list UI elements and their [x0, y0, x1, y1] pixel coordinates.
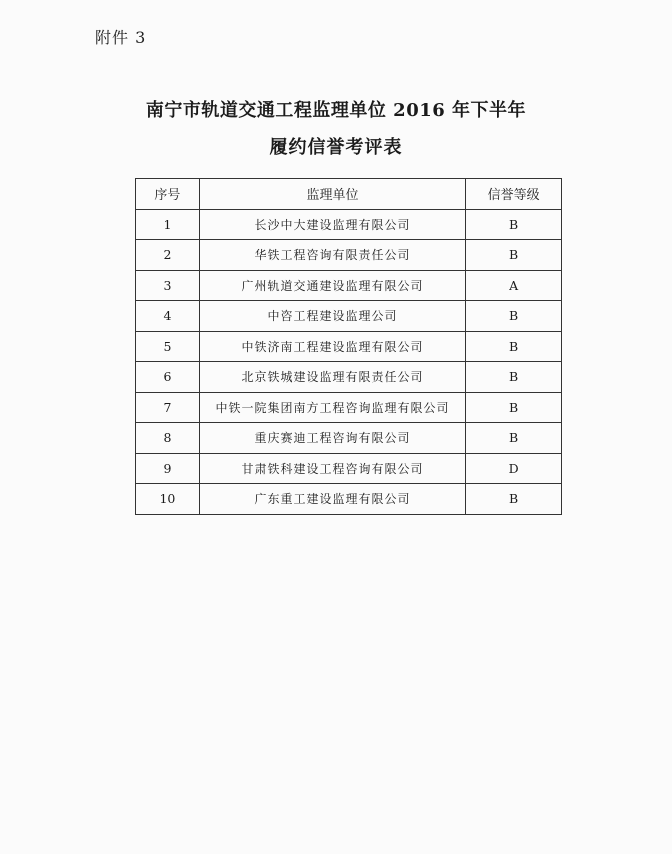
row-number: 8 — [136, 423, 200, 454]
row-grade: B — [466, 240, 562, 271]
row-grade: B — [466, 331, 562, 362]
table-body — [136, 209, 562, 514]
row-grade: B — [466, 301, 562, 332]
table-row — [136, 392, 562, 423]
row-number: 9 — [136, 453, 200, 484]
row-unit: 广东重工建设监理有限公司 — [199, 484, 465, 515]
row-number: 7 — [136, 392, 200, 423]
row-grade: B — [466, 362, 562, 393]
row-unit: 重庆赛迪工程咨询有限公司 — [199, 423, 465, 454]
header-grade: 信誉等级 — [466, 179, 562, 210]
row-grade: D — [466, 453, 562, 484]
table-row — [136, 423, 562, 454]
attachment-label: 附件 3 — [95, 28, 147, 47]
row-grade: B — [466, 392, 562, 423]
document-title-line2: 履约信誉考评表 — [269, 137, 403, 158]
row-unit: 华铁工程咨询有限责任公司 — [199, 240, 465, 271]
table-row — [136, 270, 562, 301]
row-number: 6 — [136, 362, 200, 393]
table-row — [136, 209, 562, 240]
table-row — [136, 331, 562, 362]
table-header-row — [136, 179, 562, 210]
row-unit: 长沙中大建设监理有限公司 — [199, 209, 465, 240]
row-unit: 中铁一院集团南方工程咨询监理有限公司 — [199, 392, 465, 423]
header-no: 序号 — [136, 179, 200, 210]
row-grade: B — [466, 484, 562, 515]
row-unit: 中咨工程建设监理公司 — [199, 301, 465, 332]
row-number: 2 — [136, 240, 200, 271]
row-number: 10 — [136, 484, 200, 515]
row-number: 4 — [136, 301, 200, 332]
row-number: 5 — [136, 331, 200, 362]
row-unit: 甘肃铁科建设工程咨询有限公司 — [199, 453, 465, 484]
table-row — [136, 453, 562, 484]
row-grade: B — [466, 209, 562, 240]
table-row — [136, 240, 562, 271]
row-unit: 中铁济南工程建设监理有限公司 — [199, 331, 465, 362]
row-number: 1 — [136, 209, 200, 240]
row-unit: 北京铁城建设监理有限责任公司 — [199, 362, 465, 393]
row-grade: B — [466, 423, 562, 454]
document-title-line1: 南宁市轨道交通工程监理单位 2016 年下半年 — [145, 100, 527, 121]
header-unit: 监理单位 — [199, 179, 465, 210]
table-row — [136, 362, 562, 393]
table-row — [136, 484, 562, 515]
row-grade: A — [466, 270, 562, 301]
evaluation-table — [135, 178, 562, 515]
row-unit: 广州轨道交通建设监理有限公司 — [199, 270, 465, 301]
table-row — [136, 301, 562, 332]
row-number: 3 — [136, 270, 200, 301]
